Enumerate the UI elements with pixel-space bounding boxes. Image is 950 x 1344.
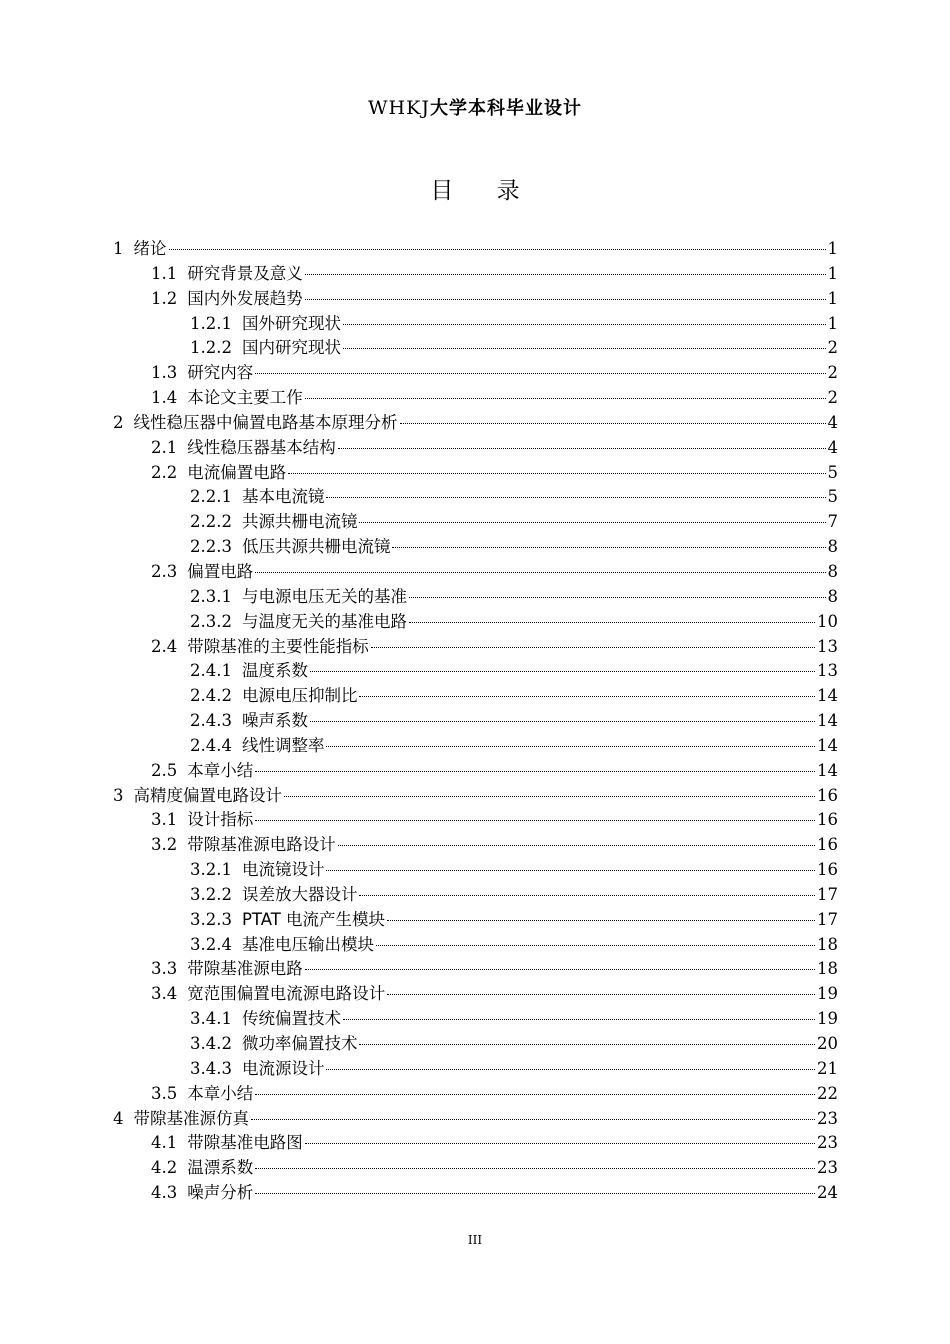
toc-entry[interactable] — [113, 908, 838, 933]
toc-leader-dots — [284, 796, 815, 797]
toc-entry[interactable] — [113, 361, 838, 386]
toc-entry-page: 13 — [817, 636, 838, 656]
header-univ: WHKJ — [368, 97, 430, 119]
toc-leader-dots — [387, 994, 815, 995]
toc-leader-dots — [387, 920, 815, 921]
toc-entry-title: 基本电流镜 — [241, 487, 325, 507]
toc-entry-title: 电流镜设计 — [241, 860, 325, 880]
toc-entry-title: 研究背景及意义 — [187, 263, 303, 283]
toc-entry-page: 5 — [827, 487, 838, 507]
toc-leader-dots — [359, 895, 815, 896]
toc-entry-page: 23 — [817, 1133, 838, 1153]
toc-entry-page: 8 — [827, 561, 838, 581]
toc-entry[interactable] — [113, 510, 838, 535]
toc-entry-page: 18 — [817, 934, 838, 954]
toc-entry-number: 3.4.2 — [190, 1034, 232, 1053]
toc-entry-number: 3.4 — [151, 984, 178, 1004]
toc-entry-page: 19 — [817, 1009, 838, 1029]
toc-entry-number: 4.2 — [151, 1158, 178, 1178]
toc-entry[interactable] — [113, 1082, 838, 1107]
toc-leader-dots — [251, 1119, 815, 1120]
toc-entry[interactable] — [113, 635, 838, 660]
toc-entry-title: 高精度偏置电路设计 — [133, 785, 282, 805]
toc-entry-page: 19 — [817, 984, 838, 1004]
toc-entry-page: 7 — [827, 512, 838, 532]
toc-entry-number: 2 — [113, 412, 124, 432]
toc-entry-page: 23 — [817, 1108, 838, 1128]
toc-entry-number: 1.4 — [151, 388, 178, 408]
toc-leader-dots — [255, 1168, 815, 1169]
toc-entry-page: 14 — [817, 735, 838, 755]
toc-entry-page: 24 — [817, 1183, 838, 1203]
toc-leader-dots — [326, 497, 825, 498]
toc-entry-page: 23 — [817, 1158, 838, 1178]
toc-entry-number: 3.2.2 — [190, 884, 232, 904]
toc-entry-page: 14 — [817, 711, 838, 731]
toc-entry-title: 与电源电压无关的基准 — [241, 586, 407, 606]
toc-leader-dots — [305, 969, 815, 970]
toc-entry-number: 2.4.1 — [190, 661, 232, 681]
toc-entry-page: 20 — [817, 1034, 838, 1053]
toc-entry[interactable] — [113, 933, 838, 958]
toc-entry-title: 温漂系数 — [187, 1158, 254, 1178]
toc-entry-page: 1 — [827, 288, 838, 308]
toc-entry-page: 16 — [817, 835, 838, 855]
toc-entry-number: 2.2.3 — [190, 537, 232, 557]
toc-leader-dots — [359, 1044, 815, 1045]
toc-entry-page: 14 — [817, 760, 838, 780]
toc-entry[interactable] — [113, 883, 838, 908]
toc-entry-page: 10 — [817, 611, 838, 631]
toc-entry[interactable] — [113, 1107, 838, 1132]
toc-entry-number: 2.4.2 — [190, 686, 232, 706]
toc-entry[interactable] — [113, 659, 838, 684]
toc-entry-number: 3.5 — [151, 1083, 178, 1103]
toc-entry-page: 1 — [827, 239, 838, 258]
toc-leader-dots — [343, 1019, 815, 1020]
toc-entry-number: 4.1 — [151, 1133, 178, 1153]
toc-entry[interactable] — [113, 957, 838, 982]
toc-entry-page: 5 — [827, 462, 838, 482]
toc-entry-number: 3.4.1 — [190, 1009, 232, 1029]
toc-entry-number: 2.3 — [151, 561, 178, 581]
toc-leader-dots — [305, 398, 826, 399]
toc-entry-number: 3 — [113, 785, 124, 805]
toc-entry-title: 带隙基准电路图 — [187, 1133, 303, 1153]
toc-entry[interactable] — [113, 1131, 838, 1156]
toc-entry-page: 2 — [827, 363, 838, 383]
toc-leader-dots — [343, 348, 826, 349]
toc-entry[interactable] — [113, 734, 838, 759]
toc-entry-page: 16 — [817, 810, 838, 830]
toc-entry[interactable] — [113, 411, 838, 436]
toc-entry-number: 1.2.1 — [190, 313, 232, 333]
toc-entry[interactable] — [113, 1007, 838, 1032]
toc-leader-dots — [326, 746, 815, 747]
toc-entry-number: 3.2.1 — [190, 860, 232, 880]
toc-entry-number: 2.4 — [151, 636, 178, 656]
toc-entry-title: 共源共栅电流镜 — [241, 512, 358, 532]
toc-entry-page: 4 — [827, 437, 838, 457]
toc-leader-dots — [376, 945, 815, 946]
toc-leader-dots — [326, 870, 815, 871]
toc-entry[interactable] — [113, 1181, 838, 1206]
toc-entry-title: 传统偏置技术 — [241, 1009, 341, 1029]
toc-entry-title: 线性稳压器中偏置电路基本原理分析 — [133, 412, 398, 432]
toc-entry[interactable] — [113, 336, 838, 361]
toc-entry-title: 本章小结 — [187, 760, 254, 780]
toc-entry[interactable] — [113, 833, 838, 858]
toc-leader-dots — [338, 845, 815, 846]
toc-title: 目 录 — [430, 178, 538, 204]
toc-entry-page: 4 — [827, 412, 838, 432]
toc-entry-number: 3.1 — [151, 810, 178, 830]
toc-entry-page: 13 — [817, 661, 838, 681]
toc-entry[interactable] — [113, 237, 838, 262]
toc-entry-number: 2.4.3 — [190, 711, 232, 731]
toc-entry-title: 本章小结 — [187, 1083, 254, 1103]
table-of-contents — [113, 237, 838, 1206]
toc-entry-page: 22 — [817, 1083, 838, 1103]
toc-entry-page: 16 — [817, 785, 838, 805]
toc-entry[interactable] — [113, 610, 838, 635]
toc-entry[interactable] — [113, 808, 838, 833]
toc-entry-title: 设计指标 — [187, 810, 254, 830]
toc-entry-title: PTAT 电流产生模块 — [241, 909, 386, 929]
toc-entry-title: 研究内容 — [187, 363, 254, 383]
toc-leader-dots — [359, 522, 825, 523]
toc-entry-title: 带隙基准源仿真 — [133, 1108, 249, 1128]
toc-entry-number: 1 — [113, 239, 124, 258]
toc-entry-number: 2.4.4 — [190, 735, 232, 755]
toc-entry-number: 2.2 — [151, 462, 178, 482]
toc-entry[interactable] — [113, 784, 838, 809]
toc-entry-number: 1.3 — [151, 363, 178, 383]
toc-leader-dots — [255, 1094, 815, 1095]
toc-leader-dots — [326, 1069, 815, 1070]
toc-entry-page: 17 — [817, 909, 838, 929]
toc-entry-page: 1 — [827, 313, 838, 333]
toc-entry-title: 绪论 — [133, 239, 167, 258]
toc-leader-dots — [255, 373, 825, 374]
toc-leader-dots — [392, 547, 825, 548]
toc-entry-page: 2 — [827, 338, 838, 358]
toc-entry[interactable] — [113, 684, 838, 709]
toc-entry-title: 带隙基准源电路 — [187, 959, 303, 979]
toc-entry[interactable] — [113, 560, 838, 585]
toc-entry-page: 17 — [817, 884, 838, 904]
toc-entry-title: 国内研究现状 — [241, 338, 341, 358]
toc-leader-dots — [255, 771, 815, 772]
page-number: III — [467, 1233, 483, 1247]
toc-leader-dots — [310, 671, 815, 672]
toc-entry-number: 3.4.3 — [190, 1058, 232, 1078]
toc-leader-dots — [255, 572, 825, 573]
toc-entry-number: 2.1 — [151, 437, 178, 457]
toc-entry-number: 2.2.1 — [190, 487, 232, 507]
toc-entry-number: 2.2.2 — [190, 512, 232, 532]
toc-entry[interactable] — [113, 386, 838, 411]
toc-entry-title: 微功率偏置技术 — [241, 1034, 358, 1053]
toc-entry-title: 带隙基准的主要性能指标 — [187, 636, 369, 656]
toc-entry-title: 国内外发展趋势 — [187, 288, 303, 308]
toc-entry-title: 电源电压抑制比 — [241, 686, 358, 706]
toc-entry-title: 偏置电路 — [187, 561, 254, 581]
toc-entry-title: 误差放大器设计 — [241, 884, 358, 904]
toc-entry[interactable] — [113, 1156, 838, 1181]
header-title: 大学本科毕业设计 — [429, 98, 582, 119]
toc-entry-number: 1.2.2 — [190, 338, 232, 358]
toc-entry[interactable] — [113, 709, 838, 734]
toc-entry-title: 低压共源共栅电流镜 — [241, 537, 391, 557]
page-header — [0, 94, 950, 120]
toc-leader-dots — [400, 423, 826, 424]
toc-entry-number: 3.2.3 — [190, 909, 232, 929]
toc-entry-number: 3.2 — [151, 835, 178, 855]
toc-entry-page: 2 — [827, 388, 838, 408]
toc-entry-title: 带隙基准源电路设计 — [187, 835, 336, 855]
toc-entry-page: 8 — [827, 537, 838, 557]
toc-entry-number: 4.3 — [151, 1183, 178, 1203]
toc-entry[interactable] — [113, 436, 838, 461]
toc-leader-dots — [310, 721, 815, 722]
toc-leader-dots — [343, 324, 826, 325]
toc-entry[interactable] — [113, 585, 838, 610]
toc-entry-title: 本论文主要工作 — [187, 388, 303, 408]
toc-entry-number: 1.2 — [151, 288, 178, 308]
toc-leader-dots — [255, 820, 815, 821]
toc-entry[interactable] — [113, 461, 838, 486]
toc-entry-page: 16 — [817, 860, 838, 880]
toc-entry-number: 3.2.4 — [190, 934, 232, 954]
toc-entry[interactable] — [113, 287, 838, 312]
toc-entry-title: 温度系数 — [241, 661, 308, 681]
toc-entry[interactable] — [113, 858, 838, 883]
toc-entry-number: 2.3.1 — [190, 586, 232, 606]
toc-entry-number: 3.3 — [151, 959, 178, 979]
toc-entry-title: 宽范围偏置电流源电路设计 — [187, 984, 386, 1004]
toc-entry-title: 线性调整率 — [241, 735, 325, 755]
toc-leader-dots — [338, 448, 826, 449]
toc-leader-dots — [255, 1193, 815, 1194]
toc-entry-title: 与温度无关的基准电路 — [241, 611, 407, 631]
toc-entry-title: 电流源设计 — [241, 1058, 325, 1078]
toc-entry-number: 1.1 — [151, 263, 178, 283]
toc-entry-number: 2.5 — [151, 760, 178, 780]
toc-entry-title: 噪声系数 — [241, 711, 308, 731]
toc-entry-title: 基准电压输出模块 — [241, 934, 374, 954]
toc-entry-title: 电流偏置电路 — [187, 462, 287, 482]
toc-leader-dots — [288, 473, 825, 474]
toc-entry[interactable] — [113, 262, 838, 287]
toc-entry[interactable] — [113, 1032, 838, 1057]
toc-entry-page: 21 — [817, 1058, 838, 1078]
toc-entry-number: 4 — [113, 1108, 124, 1128]
toc-entry-page: 18 — [817, 959, 838, 979]
toc-entry-page: 8 — [827, 586, 838, 606]
toc-entry-title: 噪声分析 — [187, 1183, 254, 1203]
toc-entry[interactable] — [113, 312, 838, 337]
toc-entry[interactable] — [113, 485, 838, 510]
toc-entry[interactable] — [113, 759, 838, 784]
toc-entry[interactable] — [113, 535, 838, 560]
toc-leader-dots — [409, 597, 826, 598]
toc-leader-dots — [359, 696, 815, 697]
toc-leader-dots — [305, 274, 826, 275]
toc-entry[interactable] — [113, 1057, 838, 1082]
toc-leader-dots — [409, 622, 815, 623]
toc-entry-page: 14 — [817, 686, 838, 706]
toc-leader-dots — [169, 249, 826, 250]
toc-entry[interactable] — [113, 982, 838, 1007]
toc-entry-number: 2.3.2 — [190, 611, 232, 631]
toc-leader-dots — [305, 1143, 815, 1144]
toc-entry-title: 国外研究现状 — [241, 313, 341, 333]
toc-leader-dots — [305, 299, 826, 300]
toc-entry-title: 线性稳压器基本结构 — [187, 437, 336, 457]
toc-entry-page: 1 — [827, 263, 838, 283]
toc-leader-dots — [371, 647, 815, 648]
